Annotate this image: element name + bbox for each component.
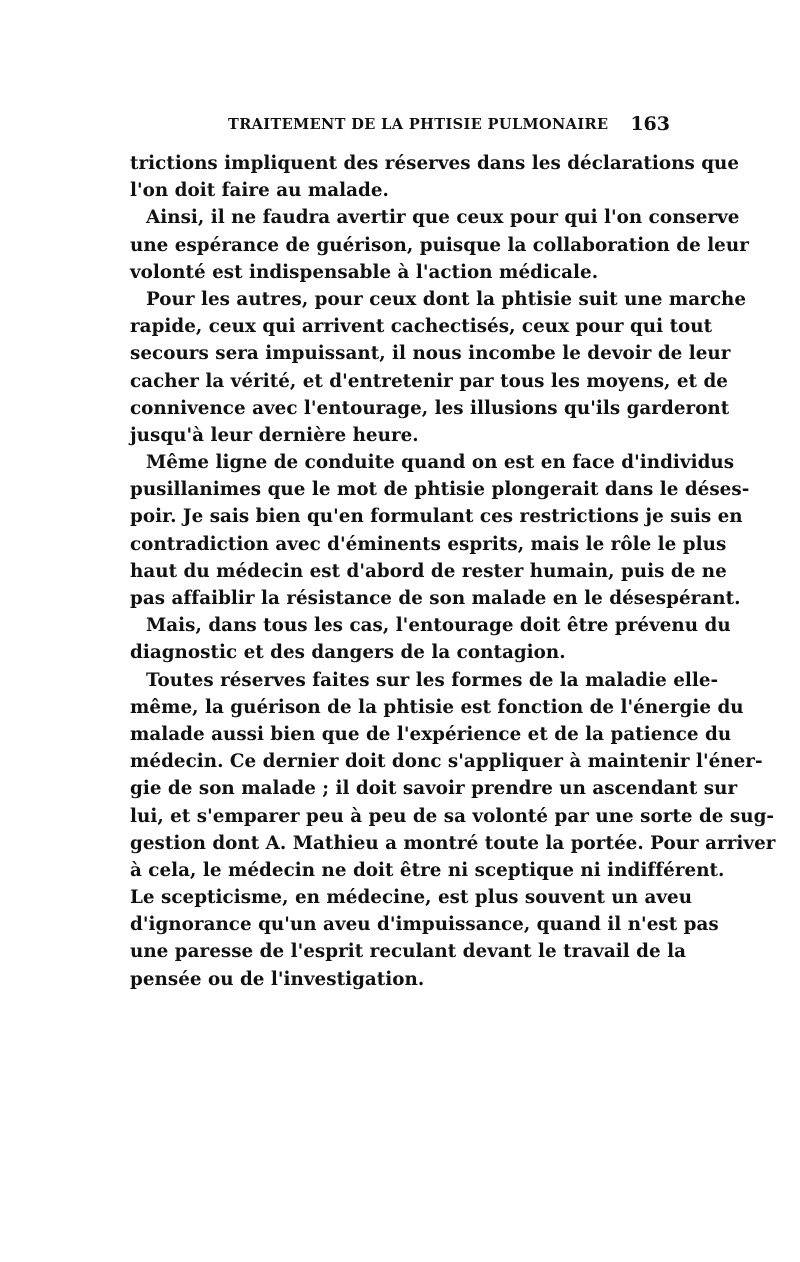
text-line: une paresse de l'esprit reculant devant le travail de la: [130, 941, 686, 963]
text-line: diagnostic et des dangers de la contagion.: [130, 642, 566, 664]
text-line: malade aussi bien que de l'expérience et de la patience du: [130, 723, 732, 745]
text-line: cacher la vérité, et d'entretenir par tous les moyens, et de: [130, 370, 728, 392]
text-line: pusillanimes que le mot de phtisie plongerait dans le déses-: [130, 479, 750, 501]
text-line: médecin. Ce dernier doit donc s'appliquer à maintenir l'éner-: [130, 751, 763, 773]
text-line: poir. Je sais bien qu'en formulant ces restrictions je suis en: [130, 506, 743, 528]
text-line: trictions impliquent des réserves dans les déclarations que: [130, 153, 740, 174]
text-line: volonté est indispensable à l'action médicale.: [130, 261, 599, 283]
text-line: même, la guérison de la phtisie est fonction de l'énergie du: [130, 696, 744, 718]
running-title: TRAITEMENT DE LA PHTISIE PULMONAIRE: [228, 116, 609, 133]
text-line: contradiction avec d'éminents esprits, mais le rôle le plus: [130, 533, 727, 555]
body-text: [130, 150, 776, 993]
text-line: Pour les autres, pour ceux dont la phtisie suit une marche: [146, 288, 747, 310]
text-line: rapide, ceux qui arrivent cachectisés, ceux pour qui tout: [130, 316, 713, 338]
text-line: d'ignorance qu'un aveu d'impuissance, quand il n'est pas: [130, 914, 719, 936]
text-line: l'on doit faire au malade.: [130, 180, 389, 202]
text-line: connivence avec l'entourage, les illusions qu'ils garderont: [130, 397, 730, 419]
text-line: secours sera impuissant, il nous incombe le devoir de leur: [130, 343, 731, 365]
text-line: Le scepticisme, en médecine, est plus souvent un aveu: [130, 887, 693, 909]
text-line: lui, et s'emparer peu à peu de sa volonté par une sorte de sug-: [130, 805, 775, 827]
text-line: Mais, dans tous les cas, l'entourage doit être prévenu du: [146, 615, 731, 637]
text-line: gie de son malade ; il doit savoir prendre un ascendant sur: [130, 778, 738, 800]
page-number: 163: [630, 113, 670, 135]
text-line: Toutes réserves faites sur les formes de la maladie elle-: [146, 669, 719, 691]
text-line: une espérance de guérison, puisque la collaboration de leur: [130, 234, 749, 256]
text-line: à cela, le médecin ne doit être ni sceptique ni indifférent.: [130, 859, 725, 881]
text-line: haut du médecin est d'abord de rester humain, puis de ne: [130, 560, 727, 582]
text-line: Même ligne de conduite quand on est en face d'individus: [146, 452, 735, 474]
text-line: gestion dont A. Mathieu a montré toute la portée. Pour arriver: [130, 832, 776, 854]
running-head: [130, 113, 670, 140]
text-line: jusqu'à leur dernière heure.: [130, 424, 419, 446]
text-line: pas affaiblir la résistance de son malade en le désespérant.: [130, 588, 741, 609]
text-line: pensée ou de l'investigation.: [130, 968, 425, 990]
text-line: Ainsi, il ne faudra avertir que ceux pour qui l'on conserve: [146, 207, 740, 229]
